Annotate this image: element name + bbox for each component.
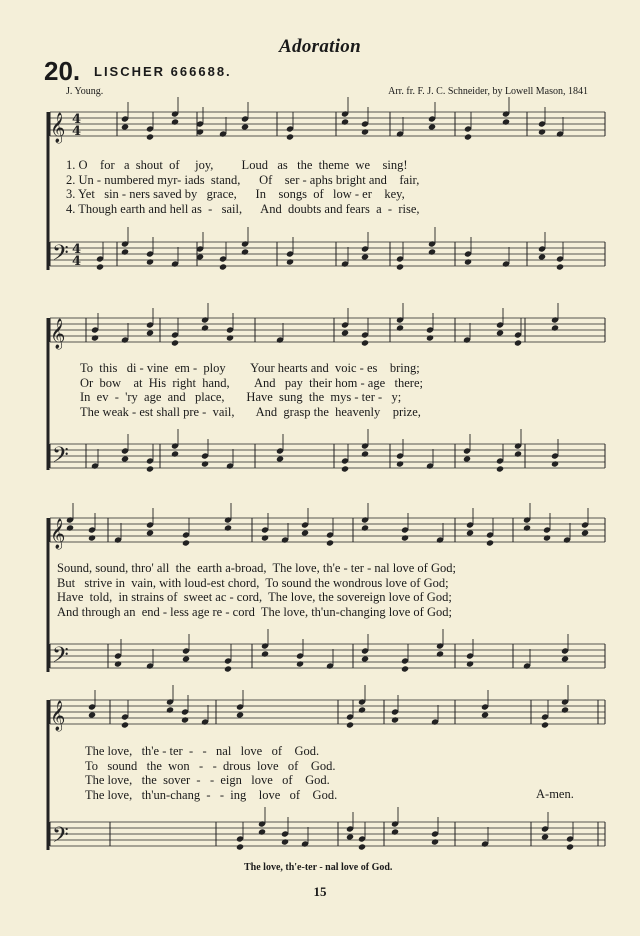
lyric-line: To this di - vine em - ploy Your hearts and voic - es bring; [80, 361, 420, 375]
sys4-treble-note [481, 711, 489, 718]
sys4-treble-note [561, 706, 569, 713]
sys1-treble-note [146, 133, 154, 140]
sys3-treble-note [543, 534, 551, 541]
lyric-line: Sound, sound, thro' all the earth a-broad, The love, th'e - ter - nal love of God; [57, 561, 456, 575]
sys3-bass-note [561, 655, 569, 662]
bass-clef-icon: 𝄢 [52, 241, 69, 271]
sys3-bass-note [466, 660, 474, 667]
treble-clef-icon: 𝄞 [50, 319, 66, 349]
lyric-line: 1. O for a shout of joy, Loud as the theme we sing! [66, 158, 408, 172]
lyric-line: 4. Though earth and hell as - sail, And doubts and fears a - rise, [66, 201, 420, 216]
sys3-treble-note [466, 529, 474, 536]
lyric-line: 3. Yet sin - ners saved by grace, In songs of low - er key, [66, 187, 405, 201]
sys4-bass-note [346, 833, 354, 840]
sys3-treble-note [261, 534, 269, 541]
lyrics-system-1 [66, 158, 586, 216]
sys2-treble-note [514, 339, 522, 346]
sys3-treble-note [326, 539, 334, 546]
lyric-line: But strive in vain, with loud-est chord, To sound the wondrous love of God; [57, 575, 449, 590]
sys4-bass-note [566, 843, 574, 850]
lyric-line: And through an end - less age re - cord The love, th'un-changing love of God; [57, 604, 452, 619]
sys1-bass-note [428, 248, 436, 255]
lyric-line: The love, th'un-chang - - ing love of God. [85, 787, 338, 802]
sys1-bass-note [121, 248, 129, 255]
sys3-treble-note [301, 529, 309, 536]
sys4-treble-note [358, 706, 366, 713]
sys2-bass-note [121, 455, 129, 462]
treble-clef-icon: 𝄞 [50, 113, 66, 143]
time-signature: 4 [72, 254, 82, 269]
lyrics-system-3 [57, 561, 617, 619]
sys3-treble-note [486, 539, 494, 546]
lyric-line: The love, the sover - - eign love of God. [85, 773, 330, 787]
author-credit: J. Young. [66, 86, 104, 97]
sys1-bass-note [241, 248, 249, 255]
sys1-treble-note [361, 128, 369, 135]
lyrics-system-2 [80, 361, 600, 419]
sys3-treble-note [361, 524, 369, 531]
sys1-treble-note [286, 133, 294, 140]
sys4-treble-note [166, 706, 174, 713]
sys3-treble-note [182, 539, 190, 546]
sys3-treble-note [146, 529, 154, 536]
bass-clef-icon: 𝄢 [52, 643, 69, 673]
sys1-bass-note [219, 263, 227, 270]
sys4-bass-note [358, 843, 366, 850]
sys1-bass-note [361, 253, 369, 260]
lyric-line: In ev - 'ry age and place, Have sung the mys - ter - y; [80, 390, 402, 404]
arranger-credit: Arr. fr. F. J. C. Schneider, by Lowell Mason, 1841 [388, 86, 588, 97]
sys1-bass-note [464, 258, 472, 265]
sys4-bass-note [236, 843, 244, 850]
sys3-treble-note [66, 524, 74, 531]
sys2-treble-note [496, 329, 504, 336]
sys4-bass-note [258, 828, 266, 835]
sys4-treble-note [236, 711, 244, 718]
sys2-treble-note [226, 334, 234, 341]
sys4-bass-note [431, 838, 439, 845]
sys3-bass-note [361, 655, 369, 662]
sys3-bass-note [436, 650, 444, 657]
page-number: 15 [313, 884, 327, 899]
sys3-bass-note [296, 660, 304, 667]
sys2-bass-note [276, 455, 284, 462]
sys2-bass-note [514, 450, 522, 457]
sys4-treble-note [391, 716, 399, 723]
hymn-number: 20. [44, 56, 81, 86]
sys1-treble-note [341, 118, 349, 125]
hymn-title: Adoration [279, 36, 361, 57]
tune-name: LISCHER 666688. [94, 64, 232, 79]
sys4-treble-note [121, 721, 129, 728]
bass-clef-icon: 𝄢 [52, 443, 69, 473]
treble-clef-icon: 𝄞 [50, 519, 66, 549]
sys2-bass-note [396, 460, 404, 467]
sys1-treble-note [121, 123, 129, 130]
sys2-bass-note [361, 450, 369, 457]
sys1-bass-note [96, 263, 104, 270]
sys2-treble-note [341, 329, 349, 336]
lyric-line: 2. Un - numbered myr- iads stand, Of ser - aphs bright and fair, [66, 172, 420, 187]
sys2-treble-note [426, 334, 434, 341]
sys4-treble-note [541, 721, 549, 728]
sys3-bass-note [224, 665, 232, 672]
time-signature: 4 [72, 242, 82, 257]
sys2-bass-note [551, 460, 559, 467]
sys3-treble-note [523, 524, 531, 531]
sys1-treble-note [241, 123, 249, 130]
sys4-treble-note [88, 711, 96, 718]
sys4-bass-note [281, 838, 289, 845]
bass-clef-icon: 𝄢 [52, 823, 69, 853]
sys3-treble-note [581, 529, 589, 536]
sys1-treble-note [502, 118, 510, 125]
sys4-treble-note [181, 716, 189, 723]
treble-clef-icon: 𝄞 [50, 701, 66, 731]
sys1-treble-note [171, 118, 179, 125]
sys1-bass-note [556, 263, 564, 270]
sys2-treble-note [551, 324, 559, 331]
sys4-treble-note [346, 721, 354, 728]
sys1-bass-note [538, 253, 546, 260]
sys1-treble-note [464, 133, 472, 140]
time-signature: 4 [72, 124, 82, 139]
sys2-treble-note [396, 324, 404, 331]
sys1-bass-note [146, 258, 154, 265]
sys1-bass-note [286, 258, 294, 265]
sys2-bass-note [341, 465, 349, 472]
sys3-bass-note [261, 650, 269, 657]
sys3-bass-note [401, 665, 409, 672]
lyric-line: The weak - est shall pre - vail, And grasp the heavenly prize, [80, 404, 421, 419]
sys4-bass-note [391, 828, 399, 835]
sys2-bass-note [146, 465, 154, 472]
sys3-treble-note [401, 534, 409, 541]
lyric-line: Or bow at His right hand, And pay their hom - age there; [80, 375, 423, 390]
sys3-treble-note [224, 524, 232, 531]
sys2-bass-note [496, 465, 504, 472]
sys2-bass-note [201, 460, 209, 467]
sys2-treble-note [171, 339, 179, 346]
sys2-treble-note [91, 334, 99, 341]
amen-text: A-men. [536, 787, 574, 801]
time-signature: 4 [72, 112, 82, 127]
bass-underlay-lyric: The love, th'e-ter - nal love of God. [244, 862, 393, 873]
sys3-treble-note [88, 534, 96, 541]
sys1-treble-note [538, 128, 546, 135]
sys1-bass-note [396, 263, 404, 270]
lyrics-system-4 [85, 744, 605, 802]
lyric-line: To sound the won - - drous love of God. [85, 758, 336, 773]
sys2-bass-note [171, 450, 179, 457]
sys2-treble-note [201, 324, 209, 331]
sys2-treble-note [361, 339, 369, 346]
sys3-bass-note [182, 655, 190, 662]
sys1-treble-note [428, 123, 436, 130]
sys2-bass-note [463, 455, 471, 462]
lyric-line: The love, th'e - ter - - nal love of God. [85, 744, 320, 758]
sys2-treble-note [146, 329, 154, 336]
sys4-bass-note [541, 833, 549, 840]
lyric-line: Have told, in strains of sweet ac - cord, The love, the sovereign love of God; [57, 590, 452, 604]
sys3-bass-note [114, 660, 122, 667]
